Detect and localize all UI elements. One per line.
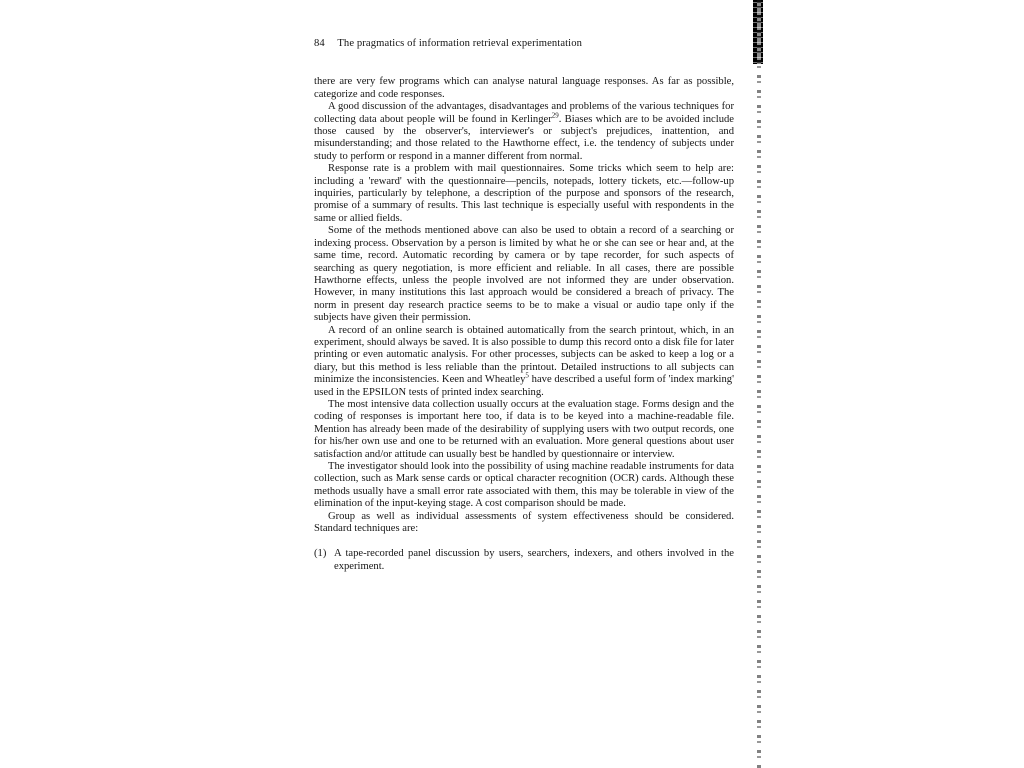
- paragraph: [314, 101, 734, 163]
- paragraph-text: . Biases which are to be avoided include those caused by the observer's, interviewer's or subject's prejudices, inattention, and misunderstanding; and those related to the Hawthorne effect, i.e. the tendency of subjects under study to perform or respond in a manner different from normal.: [314, 113, 734, 162]
- paragraph-text: A good discussion of the advantages, disadvantages and problems of the various techniques for collecting data about people will be found in Kerlinger: [314, 101, 734, 125]
- list-item: [314, 548, 734, 573]
- numbered-list: [314, 548, 734, 573]
- paragraph: Response rate is a problem with mail questionnaires. Some tricks which seem to help are: including a 'reward' with the questionnaire—pencils, notepads, lottery tickets, etc.—follow-up inquiries, particularly by telephone, a description of the purpose and sponsors of the research, promise of a summary of results. This last technique is especially useful with respondents in the same or allied fields.: [314, 163, 734, 224]
- body-text: [314, 76, 734, 535]
- paragraph: The most intensive data collection usually occurs at the evaluation stage. Forms design and the coding of responses is important here too, if data is to be keyed into a machine-readable file. Mention has already been made of the desirability of supplying users with two output records, one for his/her own use and one to be returned with an evaluation. More general questions about user satisfaction and/or attitude can usually best be handled by questionnaire or interview.: [314, 398, 734, 460]
- list-item-text: A tape-recorded panel discussion by users, searchers, indexers, and others involved in the experiment.: [334, 548, 734, 572]
- running-head: [314, 38, 734, 50]
- paragraph-text: have described a useful form of 'index marking' used in the EPSILON tests of printed index searching.: [314, 374, 734, 398]
- citation-superscript: 5: [525, 371, 529, 380]
- running-title: The pragmatics of information retrieval experimentation: [337, 38, 583, 49]
- paragraph: Some of the methods mentioned above can also be used to obtain a record of a searching or indexing process. Observation by a person is limited by what he or she can see or hear and, at the same time, record. Automatic recording by camera or by tape recorder, for such aspects of searching as query negotiation, is more efficient and reliable. In all cases, there are possible Hawthorne effects, unless the people involved are not informed they are under observation. However, in many institutions this last approach would be considered a breach of privacy. The norm in present day research practice seems to be to make a visual or audio tape only if the subjects have given their permission.: [314, 225, 734, 324]
- citation-superscript: 29: [551, 111, 559, 120]
- page-number: 84: [314, 38, 325, 49]
- paragraph: there are very few programs which can analyse natural language responses. As far as possible, categorize and code responses.: [314, 76, 734, 100]
- scan-edge-shadow: [757, 0, 761, 768]
- paragraph-text: A record of an online search is obtained automatically from the search printout, which, in an experiment, should always be saved. It is also possible to dump this record onto a disk file for later printing or even automatic analysis. For other processes, subjects can be asked to keep a log or a diary, but this method is less reliable than the printout. Detailed instructions to all subjects can minimize the inconsistencies. Keen and Wheatley: [314, 324, 734, 386]
- book-page-text: [314, 38, 734, 573]
- paragraph: [314, 325, 734, 399]
- paragraph: The investigator should look into the possibility of using machine readable instruments for data collection, such as Mark sense cards or optical character recognition (OCR) cards. Although these methods usually have a small error rate associated with them, this may be tolerable in view of the elimination of the input-keying stage. A cost comparison should be made.: [314, 461, 734, 510]
- list-marker: (1): [314, 548, 327, 560]
- paragraph: Group as well as individual assessments of system effectiveness should be considered. Standard techniques are:: [314, 510, 734, 535]
